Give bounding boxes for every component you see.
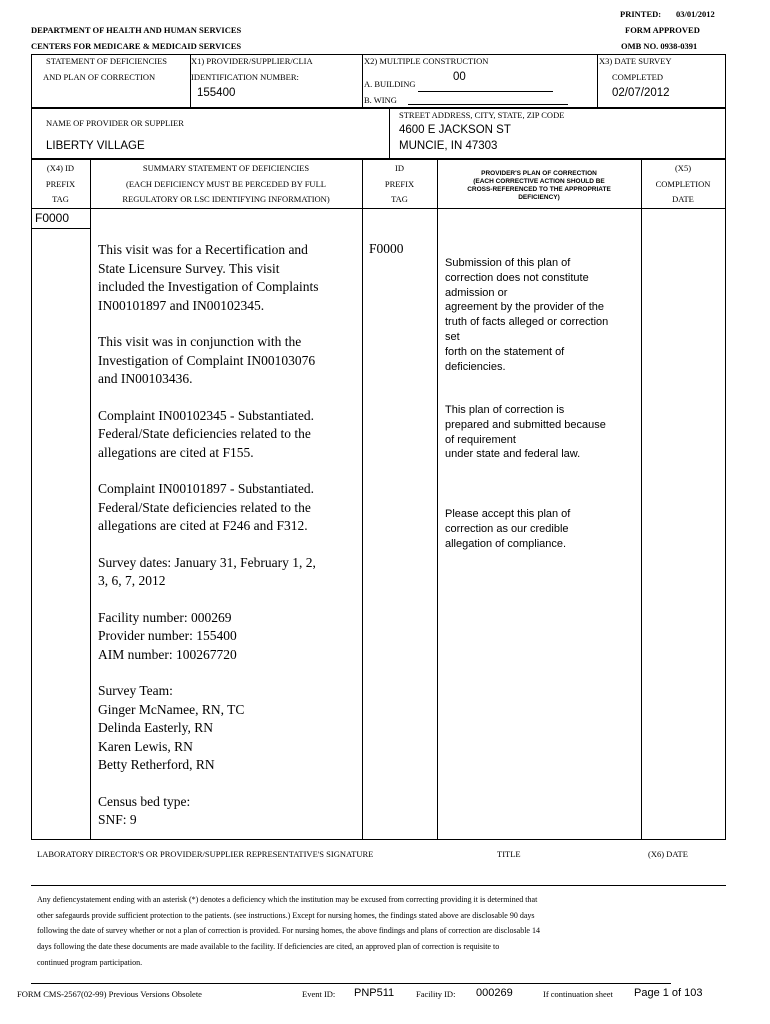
building-underline [418, 91, 553, 92]
summary-paragraph: Complaint IN00102345 - Substantiated. Federal/State deficiencies related to the allegations are cited at F155. [98, 407, 314, 460]
deficiency-tag-right: F0000 [369, 241, 404, 256]
omb-number: OMB NO. 0938-0391 [621, 41, 698, 51]
printed-label: PRINTED: [620, 9, 662, 19]
summary-paragraph: Survey Team: Ginger McNamee, RN, TC Delinda Easterly, RN Karen Lewis, RN Betty Retherford, RN [98, 683, 245, 772]
multiple-construction-label: X2) MULTIPLE CONSTRUCTION [364, 56, 489, 66]
summary-statement-header: SUMMARY STATEMENT OF DEFICIENCIES (EACH DEFICIENCY MUST BE PERCEDED BY FULL REGULATORY OR LSC IDENTIFYING INFORMATION) [122, 163, 330, 204]
plan-of-correction-paragraph-3: Please accept this plan of correction as our credible allegation of compliance. [445, 508, 571, 550]
summary-paragraph: Survey dates: January 31, February 1, 2, 3, 6, 7, 2012 [98, 554, 316, 588]
x4-id-prefix-tag-header: (X4) ID PREFIX TAG [45, 163, 76, 204]
provider-id-label: X1) PROVIDER/SUPPLIER/CLIA [191, 56, 313, 66]
summary-paragraph: Facility number: 000269 Provider number: 155400 AIM number: 100267720 [98, 609, 237, 662]
form-number: FORM CMS-2567(02-99) Previous Versions Obsolete [17, 989, 202, 999]
summary-paragraph: Complaint IN00101897 - Substantiated. Federal/State deficiencies related to the allegations are cited at F246 and F312. [98, 481, 314, 533]
summary-statement-body [98, 241, 360, 848]
provider-name-value: LIBERTY VILLAGE [46, 140, 145, 152]
identification-number-label: IDENTIFICATION NUMBER: [191, 72, 299, 82]
building-label: A. BUILDING [364, 79, 416, 89]
facility-id-label: Facility ID: [416, 989, 456, 999]
wing-label: B. WING [364, 95, 397, 105]
plan-of-correction-paragraph-1: Submission of this plan of correction does not constitute admission or agreement by the provider of the truth of facts alleged or correction set forth on the statement of deficiencies. [445, 257, 609, 373]
signature-label: LABORATORY DIRECTOR'S OR PROVIDER/SUPPLIER REPRESENTATIVE'S SIGNATURE [37, 849, 374, 859]
deficiency-tag-left: F0000 [35, 211, 70, 225]
page-number: Page 1 of 103 [634, 987, 703, 999]
continuation-label: If continuation sheet [543, 989, 613, 999]
wing-underline [408, 104, 568, 105]
building-value: 00 [453, 71, 466, 83]
plan-of-correction-paragraph-2: This plan of correction is prepared and submitted because of requirement under state and federal law. [445, 404, 606, 461]
provider-id-value: 155400 [197, 87, 236, 99]
facility-id-value: 000269 [476, 987, 513, 999]
provider-name-label: NAME OF PROVIDER OR SUPPLIER [46, 118, 184, 128]
summary-paragraph: Census bed type: SNF: 9 [98, 793, 191, 827]
statement-label-2: AND PLAN OF CORRECTION [43, 72, 156, 82]
date-survey-label: X3) DATE SURVEY [599, 56, 672, 66]
title-label: TITLE [497, 849, 521, 859]
city-state-zip-value: MUNCIE, IN 47303 [399, 140, 498, 152]
statement-label-1: STATEMENT OF DEFICIENCIES [46, 56, 168, 66]
centers-name: CENTERS FOR MEDICARE & MEDICAID SERVICES [31, 41, 242, 51]
x5-completion-date-header: (X5) COMPLETION DATE [655, 163, 711, 204]
event-id-label: Event ID: [302, 989, 336, 999]
form-approved: FORM APPROVED [625, 25, 700, 35]
survey-completed-date: 02/07/2012 [612, 87, 670, 99]
street-address-label: STREET ADDRESS, CITY, STATE, ZIP CODE [399, 110, 565, 120]
plan-of-correction-header: PROVIDER'S PLAN OF CORRECTION (EACH CORRECTIVE ACTION SHOULD BE CROSS-REFERENCED TO THE APPROPRIATE DEFICIENCY) [467, 170, 611, 201]
street-address-value: 4600 E JACKSON ST [399, 124, 511, 136]
date-label: (X6) DATE [648, 849, 688, 859]
footnote: Any defiencystatement ending with an asterisk (*) denotes a deficiency which the institution may be excused from correcting providing it is determined that other safegaurds provide sufficient protection to the patients. (see instructions.) Except for nursing homes, the findings stated above are disclosable 90 days following the date of survey whether or not a plan of correction is provided. For nursing homes, the above findings and plans of correction are disclosable 14 days following the date these documents are made available to the facility. If deficiencies are cited, an approved plan of correction is requisite to continued program participation. [37, 895, 540, 967]
summary-paragraph: This visit was in conjunction with the Investigation of Complaint IN00103076 and IN00103436. [98, 334, 316, 386]
completed-label: COMPLETED [612, 72, 663, 82]
department-name: DEPARTMENT OF HEALTH AND HUMAN SERVICES [31, 25, 242, 35]
summary-paragraph: This visit was for a Recertification and State Licensure Survey. This visit included the Investigation of Complaints IN00101897 and IN00102345. [98, 242, 319, 313]
id-prefix-tag-header: ID PREFIX TAG [384, 163, 415, 204]
event-id-value: PNP511 [354, 987, 395, 999]
printed-date: 03/01/2012 [676, 9, 715, 19]
